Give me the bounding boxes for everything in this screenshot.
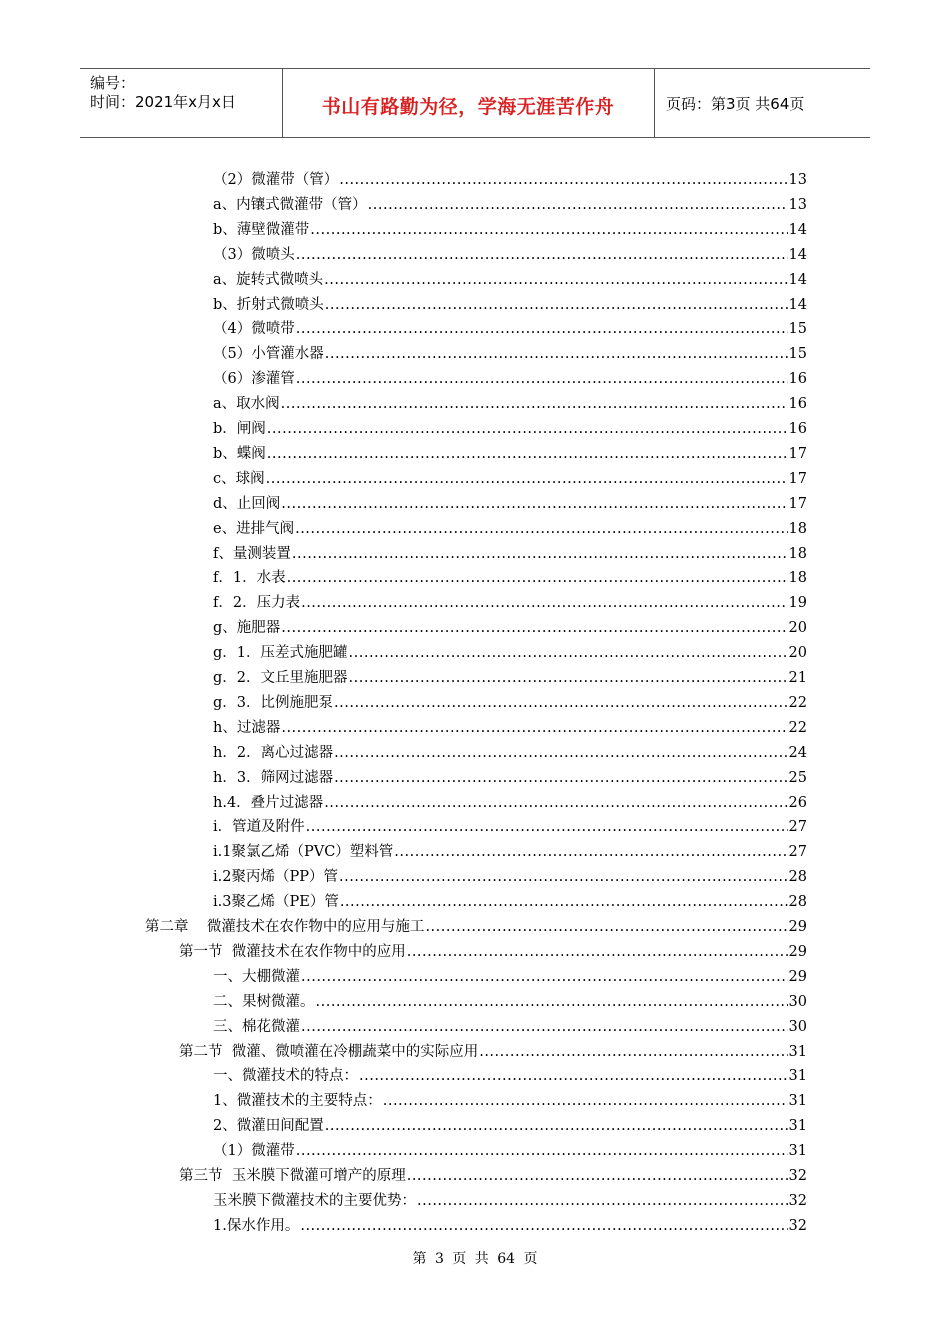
toc-entry-title: g．3．比例施肥泵 [213, 694, 334, 711]
toc-entry[interactable] [213, 865, 807, 887]
toc-entry-title: （4）微喷带 [213, 321, 295, 338]
toc-entry[interactable] [213, 293, 807, 315]
toc-dot-leader [407, 1166, 788, 1186]
toc-entry-title: f．1．水表 [213, 570, 286, 587]
toc-dot-leader [394, 842, 787, 862]
toc-entry-page: 29 [788, 943, 807, 960]
toc-entry-page: 29 [788, 919, 807, 935]
toc-entry-page: 15 [788, 321, 807, 338]
toc-dot-leader [324, 793, 787, 813]
toc-entry-page: 16 [788, 421, 807, 437]
toc-dot-leader [324, 270, 787, 290]
toc-entry-title: 第三节 玉米膜下微灌可增产的原理 [179, 1168, 406, 1184]
toc-entry-page: 32 [788, 1192, 807, 1209]
toc-entry-page: 24 [788, 744, 807, 761]
header-page-cell [654, 69, 870, 137]
toc-dot-leader [339, 170, 787, 190]
toc-dot-leader [310, 220, 787, 240]
toc-entry-page: 15 [788, 346, 807, 363]
toc-entry[interactable] [179, 1040, 807, 1062]
toc-entry-title: （2）微灌带（管） [213, 172, 339, 188]
toc-entry-page: 22 [788, 694, 807, 711]
toc-entry[interactable] [145, 915, 807, 937]
toc-entry[interactable] [213, 1139, 807, 1161]
toc-entry-page: 29 [788, 968, 807, 985]
toc-entry[interactable] [213, 218, 807, 240]
toc-entry-title: f、量测装置 [213, 545, 291, 562]
toc-entry-page: 13 [788, 196, 807, 213]
toc-entry[interactable] [213, 641, 807, 663]
toc-entry-title: i.2聚丙烯（PP）管 [213, 869, 338, 886]
toc-entry-title: h．2．离心过滤器 [213, 744, 334, 761]
toc-entry-page: 20 [788, 620, 807, 637]
toc-entry-page: 28 [788, 869, 807, 886]
toc-dot-leader [301, 1017, 788, 1037]
toc-dot-leader [334, 768, 787, 788]
toc-entry-title: （1）微灌带 [213, 1143, 295, 1160]
toc-entry-page: 14 [788, 246, 807, 263]
toc-entry-title: （5）小管灌水器 [213, 346, 324, 363]
toc-entry-page: 31 [788, 1143, 807, 1160]
toc-entry[interactable] [213, 766, 807, 788]
toc-entry[interactable] [213, 442, 807, 464]
toc-entry-title: 玉米膜下微灌技术的主要优势： [213, 1192, 416, 1209]
toc-dot-leader [417, 1191, 788, 1211]
page-footer: 第 3 页 共 64 页 [412, 1251, 538, 1267]
toc-entry-title: h．3．筛网过滤器 [213, 769, 334, 786]
toc-dot-leader [296, 1141, 788, 1161]
toc-entry-title: 三、棉花微灌 [213, 1018, 300, 1035]
toc-entry[interactable] [213, 791, 807, 813]
toc-entry-page: 17 [788, 470, 807, 487]
toc-entry-page: 26 [788, 794, 807, 811]
toc-entry[interactable] [213, 1015, 807, 1037]
toc-entry[interactable] [213, 517, 807, 539]
toc-entry-page: 31 [788, 1093, 807, 1110]
toc-entry-title: b．闸阀 [213, 421, 266, 437]
toc-entry-title: b、蝶阀 [213, 445, 266, 462]
toc-entry-title: b、薄壁微灌带 [213, 221, 310, 238]
toc-dot-leader [334, 693, 788, 713]
toc-dot-leader [349, 668, 788, 688]
toc-entry-page: 31 [788, 1118, 807, 1135]
toc-entry-title: （6）渗灌管 [213, 371, 295, 388]
toc-entry[interactable] [213, 691, 807, 713]
toc-entry-page: 14 [788, 296, 807, 313]
toc-entry-title: 一、微灌技术的特点： [213, 1068, 358, 1085]
toc-dot-leader [296, 369, 788, 389]
toc-entry-page: 27 [788, 819, 807, 836]
toc-dot-leader [281, 718, 787, 738]
toc-dot-leader [339, 867, 788, 887]
toc-dot-leader [325, 1116, 788, 1136]
toc-entry-title: 1、微灌技术的主要特点： [213, 1093, 382, 1110]
toc-dot-leader [368, 195, 788, 215]
toc-entry[interactable] [213, 168, 807, 190]
toc-dot-leader [292, 544, 788, 564]
toc-dot-leader [407, 942, 788, 962]
toc-entry[interactable] [213, 840, 807, 862]
toc-entry-page: 13 [788, 172, 807, 188]
toc-entry[interactable] [213, 591, 807, 613]
toc-entry-title: g、施肥器 [213, 620, 281, 637]
toc-entry[interactable] [213, 1189, 807, 1211]
toc-dot-leader [295, 519, 787, 539]
toc-entry-page: 14 [788, 221, 807, 238]
toc-entry-title: g．2．文丘里施肥器 [213, 670, 348, 686]
toc-entry-page: 27 [788, 844, 807, 861]
toc-entry-title: a、取水阀 [213, 396, 280, 413]
toc-dot-leader [266, 469, 788, 489]
toc-entry-page: 17 [788, 445, 807, 462]
header-doc-info [80, 69, 283, 137]
toc-entry-page: 17 [788, 495, 807, 512]
toc-entry-page: 16 [788, 371, 807, 388]
toc-entry-page: 30 [788, 993, 807, 1010]
toc-entry[interactable] [213, 467, 807, 489]
toc-entry-title: i．管道及附件 [213, 819, 305, 836]
toc-dot-leader [306, 817, 788, 837]
page-header [80, 68, 870, 138]
toc-entry-page: 25 [788, 769, 807, 786]
toc-entry-title: i.1聚氯乙烯（PVC）塑料管 [213, 844, 394, 861]
toc-dot-leader [340, 892, 788, 912]
toc-dot-leader [296, 245, 788, 265]
header-page-info: 页码：第3页 共64页 [666, 95, 805, 113]
toc-dot-leader [301, 593, 787, 613]
toc-dot-leader [267, 444, 788, 464]
toc-entry-title: 第二节 微灌、微喷灌在冷棚蔬菜中的实际应用 [179, 1043, 479, 1060]
toc-entry-title: h.4．叠片过滤器 [213, 794, 324, 811]
toc-dot-leader [479, 1042, 787, 1062]
toc-entry[interactable] [213, 317, 807, 339]
toc-entry-page: 18 [788, 545, 807, 562]
toc-entry[interactable] [213, 890, 807, 912]
toc-entry[interactable] [213, 392, 807, 414]
toc-entry-title: c、球阀 [213, 470, 265, 487]
toc-entry[interactable] [213, 193, 807, 215]
toc-entry-title: （3）微喷头 [213, 246, 295, 263]
toc-entry-title: d、止回阀 [213, 495, 281, 512]
toc-entry-title: g．1．压差式施肥罐 [213, 645, 348, 662]
toc-entry-title: h、过滤器 [213, 719, 281, 736]
toc-entry[interactable] [213, 815, 807, 837]
toc-dot-leader [287, 568, 788, 588]
toc-dot-leader [281, 394, 788, 414]
toc-entry[interactable] [213, 268, 807, 290]
toc-dot-leader [349, 643, 788, 663]
toc-entry-page: 20 [788, 645, 807, 662]
toc-dot-leader [325, 295, 788, 315]
toc-entry[interactable] [213, 367, 807, 389]
toc-entry[interactable] [213, 990, 807, 1012]
toc-dot-leader [359, 1066, 788, 1086]
toc-dot-leader [334, 743, 787, 763]
toc-dot-leader [300, 1216, 787, 1236]
toc-entry-title: 2、微灌田间配置 [213, 1118, 324, 1135]
toc-entry[interactable] [213, 492, 807, 514]
toc-entry-page: 28 [788, 894, 807, 911]
toc-entry[interactable] [213, 741, 807, 763]
toc-entry-title: 二、果树微灌。 [213, 993, 315, 1010]
toc-entry-page: 32 [788, 1168, 807, 1184]
toc-entry-page: 30 [788, 1018, 807, 1035]
toc-entry[interactable] [213, 1114, 807, 1136]
toc-dot-leader [296, 319, 788, 339]
toc-entry-page: 16 [788, 396, 807, 413]
toc-entry-page: 31 [788, 1068, 807, 1085]
toc-dot-leader [425, 917, 787, 937]
toc-entry[interactable] [213, 342, 807, 364]
toc-dot-leader [267, 419, 788, 439]
toc-entry-page: 21 [788, 670, 807, 686]
toc-entry-title: 第二章 微灌技术在农作物中的应用与施工 [145, 919, 425, 935]
toc-entry[interactable] [213, 965, 807, 987]
toc-dot-leader [281, 494, 787, 514]
toc-entry-page: 14 [788, 271, 807, 288]
toc-entry[interactable] [179, 1164, 807, 1186]
toc-entry-title: b、折射式微喷头 [213, 296, 324, 313]
toc-entry-title: 一、大棚微灌 [213, 968, 300, 985]
toc-dot-leader [281, 618, 787, 638]
toc-entry-page: 18 [788, 520, 807, 537]
toc-entry[interactable] [213, 1064, 807, 1086]
toc-entry[interactable] [213, 542, 807, 564]
toc-entry-title: f．2．压力表 [213, 595, 301, 612]
toc-entry-title: 第一节 微灌技术在农作物中的应用 [179, 943, 406, 960]
toc-entry-page: 18 [788, 570, 807, 587]
toc-entry[interactable] [213, 666, 807, 688]
toc-entry[interactable] [213, 566, 807, 588]
toc-entry-page: 32 [788, 1217, 807, 1234]
toc-entry[interactable] [213, 417, 807, 439]
doc-time-label: 时间：2021年x月x日 [90, 93, 236, 111]
toc-entry-title: i.3聚乙烯（PE）管 [213, 894, 339, 911]
toc-entry-title: 1.保水作用。 [213, 1217, 300, 1234]
toc-entry-page: 31 [788, 1043, 807, 1060]
toc-entry-page: 22 [788, 719, 807, 736]
toc-entry[interactable] [213, 616, 807, 638]
doc-number-label: 编号： [90, 74, 136, 92]
toc-entry[interactable] [179, 940, 807, 962]
header-motto: 书山有路勤为径，学海无涯苦作舟 [321, 96, 615, 118]
toc-entry[interactable] [213, 1089, 807, 1111]
toc-entry[interactable] [213, 243, 807, 265]
header-motto-cell [282, 69, 655, 137]
toc-dot-leader [301, 967, 788, 987]
toc-dot-leader [325, 344, 788, 364]
toc-dot-leader [316, 992, 788, 1012]
toc-dot-leader [383, 1091, 788, 1111]
toc-entry[interactable] [213, 1214, 807, 1236]
toc-entry-title: a、旋转式微喷头 [213, 271, 324, 288]
toc-entry-title: a、内镶式微灌带（管） [213, 196, 367, 213]
toc-entry-page: 19 [788, 595, 807, 612]
toc-entry-title: e、进排气阀 [213, 520, 295, 537]
toc-entry[interactable] [213, 716, 807, 738]
